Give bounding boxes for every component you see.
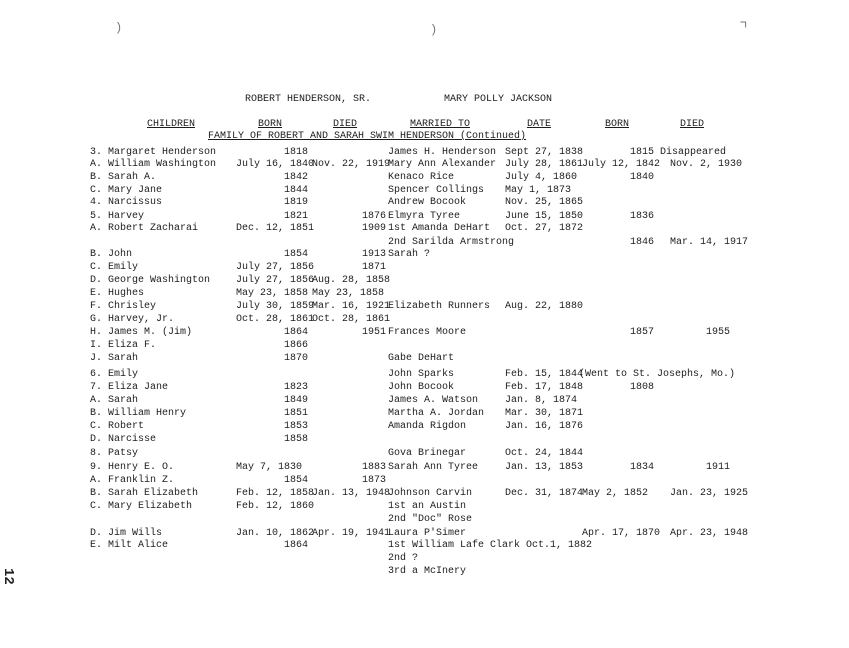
child-name: F. Chrisley xyxy=(90,301,157,312)
col-married-to: MARRIED TO xyxy=(410,119,471,130)
spouse-born: 1834 xyxy=(630,462,655,473)
spouse-died: Jan. 23, 1925 xyxy=(670,488,749,499)
child-name: A. Franklin Z. xyxy=(90,475,175,486)
marriage-date: Mar. 30, 1871 xyxy=(505,408,584,419)
child-born: May 7, 1830 xyxy=(236,462,303,473)
marriage-date: Aug. 22, 1880 xyxy=(505,301,584,312)
child-born: 1844 xyxy=(284,185,309,196)
child-died: 1873 xyxy=(362,475,387,486)
child-born: 1854 xyxy=(284,249,309,260)
spouse-name: 2nd Sarilda Armstrong xyxy=(388,237,515,248)
spouse-name: Elizabeth Runners xyxy=(388,301,491,312)
child-died: 1913 xyxy=(362,249,387,260)
col-children: CHILDREN xyxy=(147,119,196,130)
child-died: 1909 xyxy=(362,223,387,234)
spouse-died: 1911 xyxy=(706,462,731,473)
child-died: Nov. 22, 1919 xyxy=(312,159,391,170)
child-name: 3. Margaret Henderson xyxy=(90,147,217,158)
child-died: 1951 xyxy=(362,327,387,338)
spouse-name: Gabe DeHart xyxy=(388,353,455,364)
spouse-name: John Bocook xyxy=(388,382,455,393)
child-born: Jan. 10, 1862 xyxy=(236,528,315,539)
child-born: 1853 xyxy=(284,421,309,432)
marriage-date: July 4, 1860 xyxy=(505,172,578,183)
spouse-name: Frances Moore xyxy=(388,327,467,338)
child-died: Apr. 19, 1941 xyxy=(312,528,391,539)
child-name: I. Eliza F. xyxy=(90,340,157,351)
child-name: 5. Harvey xyxy=(90,211,145,222)
marriage-date: Feb. 17, 1848 xyxy=(505,382,584,393)
family-subtitle: FAMILY OF ROBERT AND SARAH SWIM HENDERSON (Continued) xyxy=(208,131,527,142)
spouse-died: 1815 Disappeared xyxy=(630,147,727,158)
child-name: A. William Washington xyxy=(90,159,217,170)
spouse-name: 1st Amanda DeHart xyxy=(388,223,491,234)
spouse-died: 1955 xyxy=(706,327,731,338)
child-born: July 16, 1840 xyxy=(236,159,315,170)
spouse-name: James H. Henderson xyxy=(388,147,497,158)
child-born: May 23, 1858 xyxy=(236,288,309,299)
mother-name: MARY POLLY JACKSON xyxy=(444,94,553,105)
child-name: A. Sarah xyxy=(90,395,139,406)
scan-mark: ⌝ xyxy=(738,20,749,40)
child-name: C. Mary Jane xyxy=(90,185,163,196)
child-born: Dec. 12, 1851 xyxy=(236,223,315,234)
spouse-name: Spencer Collings xyxy=(388,185,485,196)
child-born: 1864 xyxy=(284,540,309,551)
child-born: 1864 xyxy=(284,327,309,338)
marriage-date: May 1, 1873 xyxy=(505,185,572,196)
marriage-date: Dec. 31, 1874 xyxy=(505,488,584,499)
spouse-name: Sarah ? xyxy=(388,249,431,260)
child-born: 1854 xyxy=(284,475,309,486)
marriage-date: July 28, 1861 xyxy=(505,159,584,170)
child-name: 4. Narcissus xyxy=(90,197,163,208)
spouse-name: 3rd a McInery xyxy=(388,566,467,577)
spouse-name: Laura P'Simer xyxy=(388,528,467,539)
col-born: BORN xyxy=(258,119,283,130)
spouse-born: 1836 xyxy=(630,211,655,222)
child-name: B. John xyxy=(90,249,133,260)
marriage-date: Oct. 24, 1844 xyxy=(505,448,584,459)
child-born: 1858 xyxy=(284,434,309,445)
col-died: DIED xyxy=(333,119,358,130)
child-name: D. Narcisse xyxy=(90,434,157,445)
father-name: ROBERT HENDERSON, SR. xyxy=(245,94,372,105)
child-born: 1842 xyxy=(284,172,309,183)
spouse-born: 1840 xyxy=(630,172,655,183)
marriage-date: Sept 27, 1838 xyxy=(505,147,584,158)
spouse-name: James A. Watson xyxy=(388,395,479,406)
child-name: 9. Henry E. O. xyxy=(90,462,175,473)
child-born: 1870 xyxy=(284,353,309,364)
child-died: Aug. 28, 1858 xyxy=(312,275,391,286)
spouse-name: Johnson Carvin xyxy=(388,488,473,499)
child-name: H. James M. (Jim) xyxy=(90,327,193,338)
spouse-died: Nov. 2, 1930 xyxy=(670,159,743,170)
child-born: July 27, 1856 xyxy=(236,275,315,286)
child-born: 1823 xyxy=(284,382,309,393)
child-born: Feb. 12, 1858 xyxy=(236,488,315,499)
scan-mark: ) xyxy=(430,23,438,37)
child-name: D. Jim Wills xyxy=(90,528,163,539)
col-spouse-born: BORN xyxy=(605,119,630,130)
spouse-name: Gova Brinegar xyxy=(388,448,467,459)
spouse-name: 2nd ? xyxy=(388,553,419,564)
spouse-born: July 12, 1842 xyxy=(582,159,661,170)
child-born: July 27, 1856 xyxy=(236,262,315,273)
child-name: A. Robert Zacharai xyxy=(90,223,199,234)
child-born: Oct. 28, 1861 xyxy=(236,314,315,325)
spouse-born: Apr. 17, 1870 xyxy=(582,528,661,539)
child-name: D. George Washington xyxy=(90,275,211,286)
child-name: B. William Henry xyxy=(90,408,187,419)
spouse-name: Elmyra Tyree xyxy=(388,211,461,222)
child-died: May 23, 1858 xyxy=(312,288,385,299)
child-died: Oct. 28, 1861 xyxy=(312,314,391,325)
child-name: 6. Emily xyxy=(90,369,139,380)
child-name: 8. Patsy xyxy=(90,448,139,459)
marriage-date: June 15, 1850 xyxy=(505,211,584,222)
child-died: Mar. 16, 1921 xyxy=(312,301,391,312)
marriage-date: Jan. 13, 1853 xyxy=(505,462,584,473)
child-name: C. Mary Elizabeth xyxy=(90,501,193,512)
page-number: 12 xyxy=(0,568,16,585)
child-died: 1871 xyxy=(362,262,387,273)
spouse-born: 1808 xyxy=(630,382,655,393)
spouse-name: 1st William Lafe Clark Oct.1, 1882 xyxy=(388,540,593,551)
spouse-name: John Sparks xyxy=(388,369,455,380)
spouse-name: Martha A. Jordan xyxy=(388,408,485,419)
spouse-born: (Went to St. Josephs, Mo.) xyxy=(579,369,736,380)
marriage-date: Jan. 8, 1874 xyxy=(505,395,578,406)
child-name: B. Sarah A. xyxy=(90,172,157,183)
child-born: 1851 xyxy=(284,408,309,419)
spouse-name: Amanda Rigdon xyxy=(388,421,467,432)
spouse-born: 1846 xyxy=(630,237,655,248)
child-name: G. Harvey, Jr. xyxy=(90,314,175,325)
spouse-name: 2nd "Doc" Rose xyxy=(388,514,473,525)
child-name: C. Emily xyxy=(90,262,139,273)
child-born: 1818 xyxy=(284,147,309,158)
marriage-date: Nov. 25, 1865 xyxy=(505,197,584,208)
spouse-died: Mar. 14, 1917 xyxy=(670,237,749,248)
spouse-name: Andrew Bocook xyxy=(388,197,467,208)
child-died: 1876 xyxy=(362,211,387,222)
spouse-born: 1857 xyxy=(630,327,655,338)
child-name: C. Robert xyxy=(90,421,145,432)
marriage-date: Feb. 15, 1844 xyxy=(505,369,584,380)
child-born: Feb. 12, 1860 xyxy=(236,501,315,512)
child-born: July 30, 1859 xyxy=(236,301,315,312)
child-name: 7. Eliza Jane xyxy=(90,382,169,393)
spouse-name: Kenaco Rice xyxy=(388,172,455,183)
spouse-died: Apr. 23, 1948 xyxy=(670,528,749,539)
child-name: J. Sarah xyxy=(90,353,139,364)
scan-mark: ) xyxy=(115,21,123,35)
marriage-date: Oct. 27, 1872 xyxy=(505,223,584,234)
marriage-date: Jan. 16, 1876 xyxy=(505,421,584,432)
spouse-name: Sarah Ann Tyree xyxy=(388,462,479,473)
col-date: DATE xyxy=(527,119,552,130)
child-died: Jan. 13, 1948 xyxy=(312,488,391,499)
child-died: 1883 xyxy=(362,462,387,473)
child-born: 1849 xyxy=(284,395,309,406)
child-name: E. Hughes xyxy=(90,288,145,299)
spouse-name: 1st an Austin xyxy=(388,501,467,512)
child-born: 1821 xyxy=(284,211,309,222)
child-born: 1866 xyxy=(284,340,309,351)
child-name: E. Milt Alice xyxy=(90,540,169,551)
spouse-name: Mary Ann Alexander xyxy=(388,159,497,170)
spouse-born: May 2, 1852 xyxy=(582,488,649,499)
child-born: 1819 xyxy=(284,197,309,208)
child-name: B. Sarah Elizabeth xyxy=(90,488,199,499)
col-spouse-died: DIED xyxy=(680,119,705,130)
